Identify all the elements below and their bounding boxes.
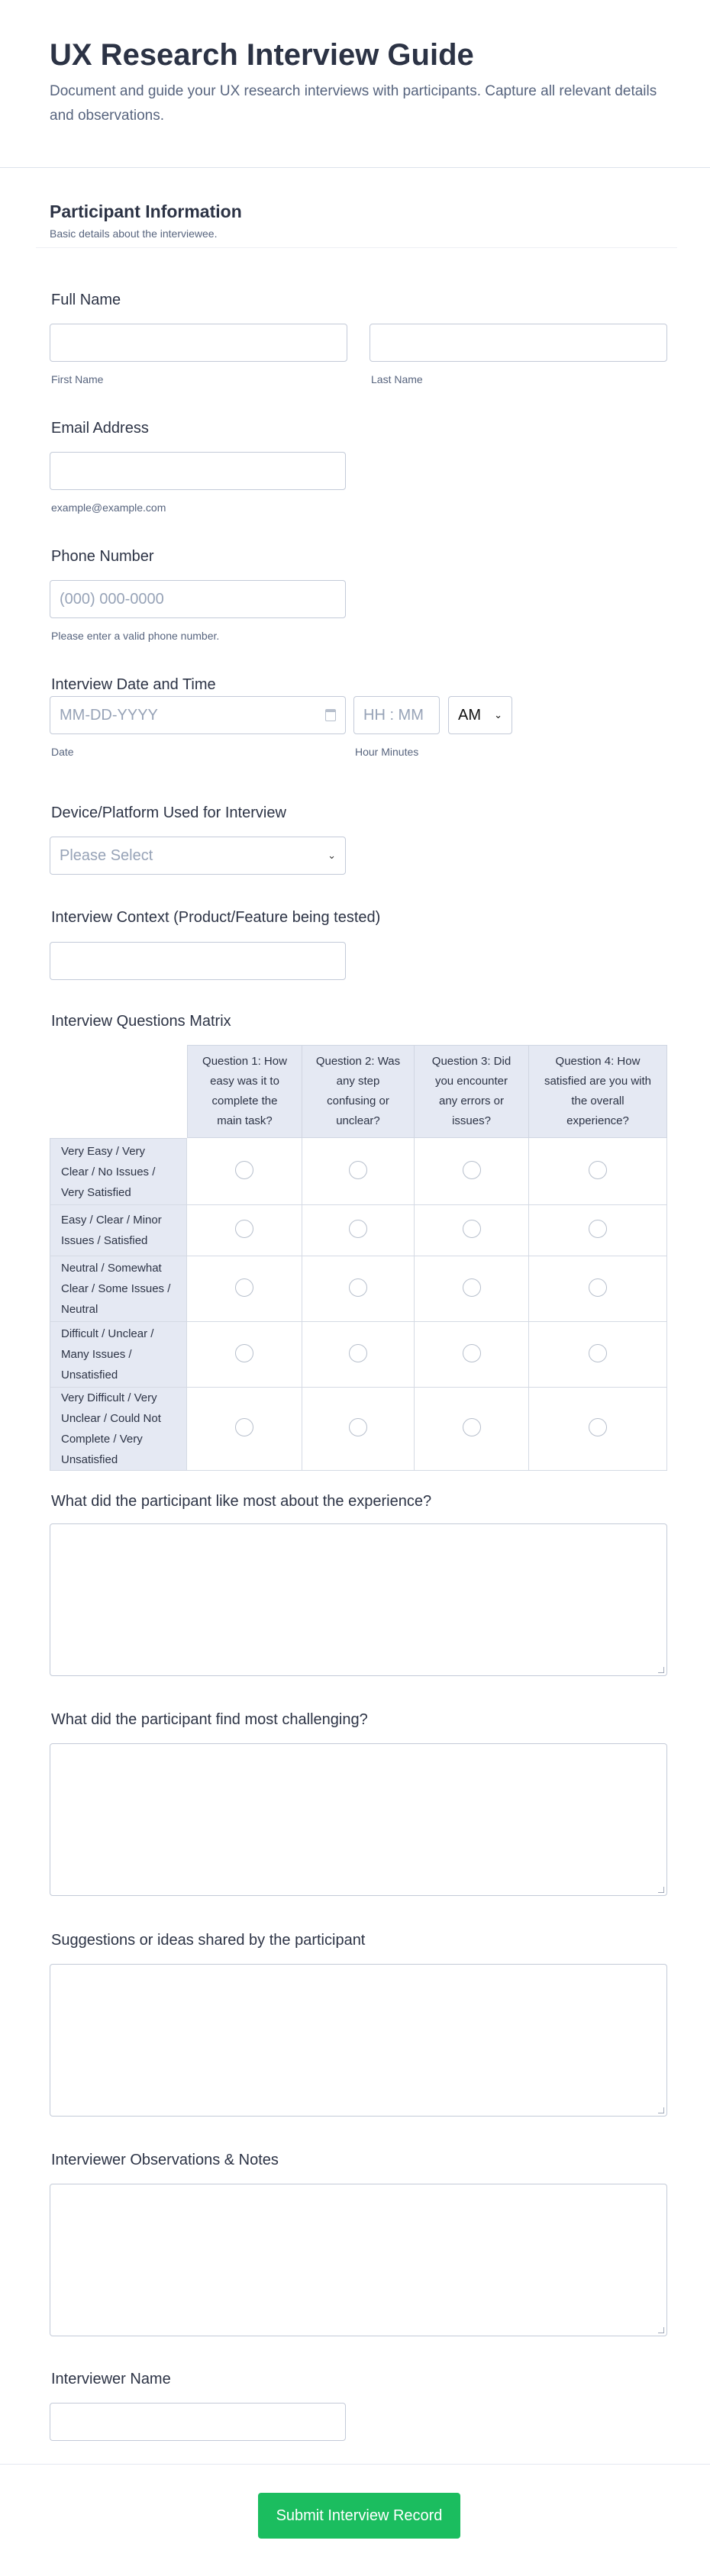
matrix-row bbox=[50, 1138, 667, 1205]
footer-divider bbox=[0, 2464, 710, 2465]
matrix-column-header: Question 4: How satisfied are you with the overall experience? bbox=[529, 1045, 667, 1138]
matrix-radio[interactable] bbox=[235, 1278, 253, 1297]
matrix-row bbox=[50, 1388, 667, 1471]
first-name-sublabel: First Name bbox=[51, 373, 104, 385]
matrix-radio[interactable] bbox=[463, 1220, 481, 1238]
matrix-corner bbox=[50, 1045, 187, 1138]
matrix-cell bbox=[415, 1138, 529, 1205]
page-title: UX Research Interview Guide bbox=[50, 38, 474, 72]
matrix-radio[interactable] bbox=[349, 1161, 367, 1179]
phone-placeholder: (000) 000-0000 bbox=[60, 590, 164, 608]
matrix-cell bbox=[302, 1205, 415, 1256]
matrix-cell bbox=[415, 1256, 529, 1322]
matrix-row-label: Easy / Clear / Minor Issues / Satisfied bbox=[50, 1205, 187, 1256]
questions-matrix bbox=[50, 1045, 667, 1471]
matrix-radio[interactable] bbox=[235, 1418, 253, 1436]
matrix-cell bbox=[529, 1322, 667, 1388]
matrix-cell bbox=[529, 1205, 667, 1256]
last-name-sublabel: Last Name bbox=[371, 373, 423, 385]
matrix-cell bbox=[529, 1256, 667, 1322]
matrix-cell bbox=[187, 1388, 302, 1471]
calendar-icon[interactable] bbox=[325, 709, 336, 721]
matrix-cell bbox=[302, 1138, 415, 1205]
suggestions-label: Suggestions or ideas shared by the participant bbox=[51, 1932, 366, 1949]
date-placeholder: MM-DD-YYYY bbox=[60, 706, 158, 724]
matrix-row-label: Neutral / Somewhat Clear / Some Issues / Neutral bbox=[50, 1256, 187, 1322]
suggestions-textarea[interactable] bbox=[50, 1964, 667, 2117]
matrix-radio[interactable] bbox=[235, 1344, 253, 1362]
matrix-row bbox=[50, 1205, 667, 1256]
time-input[interactable] bbox=[353, 696, 440, 734]
matrix-radio[interactable] bbox=[235, 1220, 253, 1238]
matrix-row bbox=[50, 1322, 667, 1388]
matrix-radio[interactable] bbox=[589, 1278, 607, 1297]
liked-most-label: What did the participant like most about the experience? bbox=[51, 1493, 432, 1510]
matrix-radio[interactable] bbox=[463, 1418, 481, 1436]
matrix-cell bbox=[415, 1388, 529, 1471]
section-divider bbox=[36, 247, 677, 248]
time-sublabel: Hour Minutes bbox=[355, 746, 419, 758]
matrix-cell bbox=[415, 1322, 529, 1388]
email-label: Email Address bbox=[51, 420, 149, 437]
matrix-row-label: Difficult / Unclear / Many Issues / Unsatisfied bbox=[50, 1322, 187, 1388]
chevron-down-icon: ⌄ bbox=[328, 850, 336, 861]
phone-sublabel: Please enter a valid phone number. bbox=[51, 630, 220, 642]
context-label: Interview Context (Product/Feature being tested) bbox=[51, 909, 381, 926]
matrix-label: Interview Questions Matrix bbox=[51, 1013, 231, 1030]
submit-button[interactable]: Submit Interview Record bbox=[258, 2493, 460, 2539]
matrix-cell bbox=[187, 1205, 302, 1256]
observations-textarea[interactable] bbox=[50, 2184, 667, 2336]
chevron-down-icon: ⌄ bbox=[494, 709, 502, 721]
matrix-radio[interactable] bbox=[463, 1278, 481, 1297]
matrix-radio[interactable] bbox=[349, 1278, 367, 1297]
matrix-radio[interactable] bbox=[235, 1161, 253, 1179]
device-select[interactable] bbox=[50, 837, 346, 875]
matrix-radio[interactable] bbox=[589, 1161, 607, 1179]
matrix-row-label: Very Difficult / Very Unclear / Could Not Complete / Very Unsatisfied bbox=[50, 1388, 187, 1471]
matrix-cell bbox=[529, 1388, 667, 1471]
header-divider bbox=[0, 167, 710, 168]
matrix-radio[interactable] bbox=[589, 1418, 607, 1436]
page-subtitle: Document and guide your UX research interviews with participants. Capture all relevant details and observations. bbox=[50, 83, 657, 124]
matrix-column-header: Question 3: Did you encounter any errors or issues? bbox=[415, 1045, 529, 1138]
matrix-cell bbox=[187, 1138, 302, 1205]
matrix-column-header: Question 1: How easy was it to complete the main task? bbox=[187, 1045, 302, 1138]
context-input[interactable] bbox=[50, 942, 346, 980]
matrix-cell bbox=[187, 1322, 302, 1388]
email-sublabel: example@example.com bbox=[51, 501, 166, 514]
email-input[interactable] bbox=[50, 452, 346, 490]
section-title: Participant Information bbox=[50, 202, 242, 221]
phone-input[interactable] bbox=[50, 580, 346, 618]
datetime-label: Interview Date and Time bbox=[51, 676, 216, 693]
last-name-input[interactable] bbox=[370, 324, 667, 362]
matrix-radio[interactable] bbox=[349, 1418, 367, 1436]
matrix-column-header: Question 2: Was any step confusing or unclear? bbox=[302, 1045, 415, 1138]
matrix-row-label: Very Easy / Very Clear / No Issues / Very Satisfied bbox=[50, 1138, 187, 1205]
full-name-label: Full Name bbox=[51, 292, 121, 308]
challenging-label: What did the participant find most challenging? bbox=[51, 1711, 368, 1728]
interviewer-name-input[interactable] bbox=[50, 2403, 346, 2441]
date-input[interactable] bbox=[50, 696, 346, 734]
first-name-input[interactable] bbox=[50, 324, 347, 362]
matrix-cell bbox=[302, 1322, 415, 1388]
phone-label: Phone Number bbox=[51, 548, 154, 565]
matrix-radio[interactable] bbox=[589, 1344, 607, 1362]
matrix-radio[interactable] bbox=[589, 1220, 607, 1238]
matrix-row bbox=[50, 1256, 667, 1322]
interviewer-name-label: Interviewer Name bbox=[51, 2371, 171, 2387]
device-label: Device/Platform Used for Interview bbox=[51, 804, 286, 821]
device-placeholder: Please Select bbox=[60, 846, 153, 864]
matrix-cell bbox=[302, 1256, 415, 1322]
matrix-radio[interactable] bbox=[463, 1161, 481, 1179]
matrix-radio[interactable] bbox=[463, 1344, 481, 1362]
challenging-textarea[interactable] bbox=[50, 1743, 667, 1896]
observations-label: Interviewer Observations & Notes bbox=[51, 2152, 279, 2168]
matrix-radio[interactable] bbox=[349, 1344, 367, 1362]
time-placeholder: HH : MM bbox=[363, 706, 424, 724]
ampm-select[interactable] bbox=[448, 696, 512, 734]
matrix-cell bbox=[529, 1138, 667, 1205]
matrix-radio[interactable] bbox=[349, 1220, 367, 1238]
date-sublabel: Date bbox=[51, 746, 74, 758]
matrix-cell bbox=[302, 1388, 415, 1471]
matrix-cell bbox=[187, 1256, 302, 1322]
liked-most-textarea[interactable] bbox=[50, 1523, 667, 1676]
ampm-value: AM bbox=[458, 706, 481, 724]
matrix-cell bbox=[415, 1205, 529, 1256]
section-subtitle: Basic details about the interviewee. bbox=[50, 227, 218, 240]
